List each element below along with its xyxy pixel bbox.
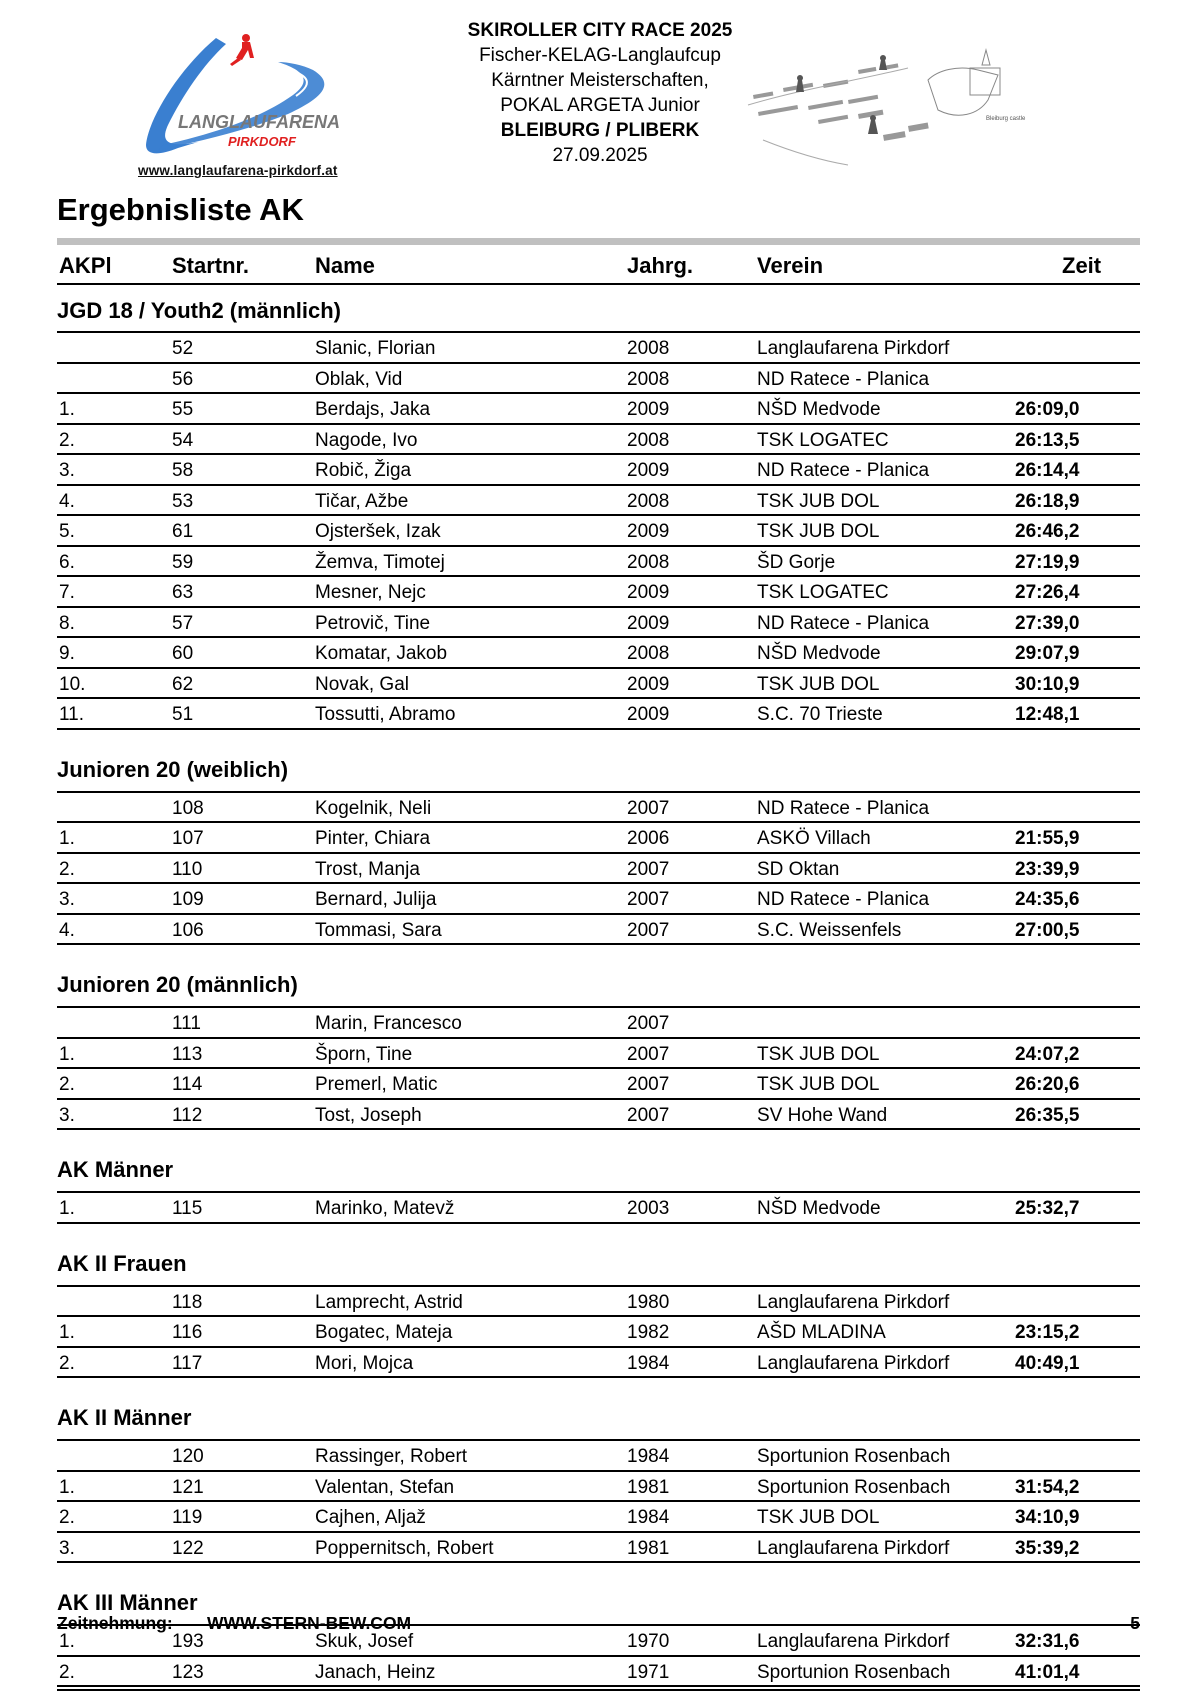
rank: 1. [59, 1198, 75, 1219]
finish-time: 26:46,2 [1015, 521, 1080, 542]
rank: 1. [59, 1322, 75, 1343]
athlete-name: Valentan, Stefan [315, 1476, 455, 1498]
finish-time: 27:00,5 [1015, 919, 1080, 941]
start-number: 123 [172, 1661, 204, 1683]
table-row [57, 1317, 1140, 1348]
club: ND Ratece - Planica [757, 612, 930, 634]
birth-year: 2009 [627, 399, 670, 420]
table-row [57, 425, 1140, 456]
birth-year: 2003 [627, 1198, 670, 1219]
finish-time: 23:15,2 [1015, 1322, 1080, 1343]
group-title: AK II Männer [57, 1392, 1140, 1441]
timing-url[interactable]: WWW.STERN-BEW.COM [207, 1613, 412, 1633]
start-number: 113 [172, 1043, 203, 1065]
birth-year: 2007 [627, 858, 670, 880]
finish-time: 32:31,6 [1015, 1631, 1080, 1652]
col-verein: Verein [757, 253, 824, 278]
table-row [57, 915, 1140, 946]
club: NŠD Medvode [757, 643, 881, 664]
finish-time: 23:39,9 [1015, 858, 1080, 880]
athlete-name: Oblak, Vid [315, 368, 403, 390]
club: ND Ratece - Planica [757, 460, 930, 481]
col-zeit: Zeit [1062, 253, 1102, 278]
table-row [57, 394, 1140, 425]
table-row [57, 608, 1140, 639]
club: TSK LOGATEC [757, 582, 889, 603]
athlete-name: Skuk, Josef [315, 1631, 414, 1652]
birth-year: 1971 [627, 1661, 670, 1683]
results-list [57, 285, 1140, 1687]
club: Langlaufarena Pirkdorf [757, 1631, 950, 1652]
birth-year: 2007 [627, 1104, 670, 1126]
rank: 11. [59, 704, 85, 725]
start-number: 118 [172, 1291, 203, 1313]
start-number: 107 [172, 828, 204, 849]
athlete-name: Tičar, Ažbe [315, 490, 409, 512]
table-row [57, 1287, 1140, 1318]
club: TSK JUB DOL [757, 521, 880, 542]
athlete-name: Berdajs, Jaka [315, 399, 431, 420]
rank: 10. [59, 673, 86, 695]
table-row [57, 455, 1140, 486]
table-row [57, 486, 1140, 517]
birth-year: 2009 [627, 612, 670, 634]
start-number: 120 [172, 1446, 204, 1467]
birth-year: 2009 [627, 704, 670, 725]
athlete-name: Ojsteršek, Izak [315, 521, 441, 542]
start-number: 53 [172, 490, 194, 512]
svg-text:LANGLAUFARENA: LANGLAUFARENA [178, 112, 340, 132]
club: ND Ratece - Planica [757, 889, 930, 910]
rank: 3. [59, 889, 75, 910]
athlete-name: Premerl, Matic [315, 1074, 438, 1095]
finish-time: 26:18,9 [1015, 490, 1080, 512]
timing-label: Zeitnehmung: [57, 1613, 173, 1633]
birth-year: 2008 [627, 429, 670, 451]
table-row [57, 1441, 1140, 1472]
start-number: 54 [172, 429, 194, 451]
rank: 4. [59, 919, 75, 941]
rank: 2. [59, 1661, 75, 1683]
birth-year: 2008 [627, 490, 670, 512]
athlete-name: Rassinger, Robert [315, 1446, 468, 1467]
birth-year: 1970 [627, 1631, 670, 1652]
group-title: AK Männer [57, 1144, 1140, 1193]
table-header [57, 250, 1140, 285]
birth-year: 2008 [627, 643, 670, 664]
rank: 1. [59, 1631, 75, 1652]
club: SD Oktan [757, 858, 840, 880]
finish-time: 40:49,1 [1015, 1352, 1080, 1374]
start-number: 110 [172, 858, 203, 880]
birth-year: 1981 [627, 1476, 670, 1498]
table-row [57, 1008, 1140, 1039]
rank: 3. [59, 1104, 75, 1126]
birth-year: 2006 [627, 828, 670, 849]
finish-time: 31:54,2 [1015, 1476, 1080, 1498]
group-spacer [57, 730, 1140, 744]
birth-year: 2009 [627, 673, 670, 695]
event-cup: Fischer-KELAG-Langlaufcup [479, 45, 721, 66]
group-title: Junioren 20 (männlich) [57, 959, 1140, 1008]
rank: 3. [59, 1537, 75, 1559]
rank: 1. [59, 1043, 75, 1065]
athlete-name: Petrovič, Tine [315, 612, 431, 634]
bleiburg-castle-illustration [738, 40, 1058, 170]
athlete-name: Novak, Gal [315, 673, 409, 695]
club: TSK JUB DOL [757, 1074, 880, 1095]
club: ASKÖ Villach [757, 828, 871, 849]
athlete-name: Robič, Žiga [315, 460, 412, 481]
club: Langlaufarena Pirkdorf [757, 1352, 950, 1374]
club: TSK JUB DOL [757, 673, 880, 695]
rank: 8. [59, 612, 75, 634]
finish-time: 24:35,6 [1015, 889, 1080, 910]
start-number: 55 [172, 399, 194, 420]
finish-time: 35:39,2 [1015, 1537, 1080, 1559]
event-location: BLEIBURG / PLIBERK [500, 120, 700, 141]
start-number: 111 [172, 1013, 201, 1034]
athlete-name: Žemva, Timotej [315, 551, 445, 573]
rank: 4. [59, 490, 75, 512]
finish-time: 34:10,9 [1015, 1507, 1080, 1528]
svg-text:PIRKDORF: PIRKDORF [228, 134, 296, 149]
club: Langlaufarena Pirkdorf [757, 1537, 950, 1559]
start-number: 112 [172, 1104, 203, 1126]
birth-year: 1981 [627, 1537, 670, 1559]
table-row [57, 793, 1140, 824]
club: S.C. 70 Trieste [757, 704, 883, 725]
athlete-name: Trost, Manja [315, 858, 420, 880]
start-number: 52 [172, 338, 194, 359]
club: Sportunion Rosenbach [757, 1476, 951, 1498]
event-name: SKIROLLER CITY RACE 2025 [467, 20, 733, 41]
rank: 2. [59, 858, 75, 880]
club: TSK JUB DOL [757, 490, 880, 512]
start-number: 117 [172, 1352, 203, 1374]
finish-time: 27:26,4 [1015, 582, 1080, 603]
athlete-name: Bogatec, Mateja [315, 1322, 453, 1343]
athlete-name: Marinko, Matevž [315, 1198, 455, 1219]
finish-time: 27:19,9 [1015, 551, 1080, 573]
club: S.C. Weissenfels [757, 919, 902, 941]
finish-time: 29:07,9 [1015, 643, 1080, 664]
event-trophy: POKAL ARGETA Junior [500, 95, 700, 116]
athlete-name: Nagode, Ivo [315, 429, 418, 451]
club: ŠD Gorje [757, 551, 836, 573]
finish-time: 26:13,5 [1015, 429, 1080, 451]
table-row [57, 547, 1140, 578]
group-title: JGD 18 / Youth2 (männlich) [57, 285, 1140, 333]
birth-year: 2007 [627, 919, 670, 941]
athlete-name: Kogelnik, Neli [315, 797, 432, 819]
table-row [57, 823, 1140, 854]
page-number: 5 [1130, 1613, 1140, 1633]
start-number: 62 [172, 673, 194, 695]
rank: 3. [59, 460, 75, 481]
birth-year: 2008 [627, 338, 670, 359]
start-number: 59 [172, 551, 194, 573]
group-spacer [57, 1224, 1140, 1238]
athlete-name: Tost, Joseph [315, 1104, 422, 1126]
club: TSK LOGATEC [757, 429, 889, 451]
logo-url[interactable]: www.langlaufarena-pirkdorf.at [138, 163, 338, 178]
rank: 7. [59, 582, 75, 603]
athlete-name: Cajhen, Aljaž [315, 1507, 426, 1528]
birth-year: 2009 [627, 582, 670, 603]
group-spacer [57, 945, 1140, 959]
birth-year: 2007 [627, 797, 670, 819]
title-divider [57, 238, 1140, 245]
athlete-name: Poppernitsch, Robert [315, 1537, 494, 1559]
table-row [57, 1069, 1140, 1100]
start-number: 51 [172, 704, 194, 725]
start-number: 121 [172, 1476, 204, 1498]
table-row [57, 1039, 1140, 1070]
finish-time: 26:09,0 [1015, 399, 1080, 420]
table-row [57, 1657, 1140, 1688]
page-header [0, 0, 1190, 190]
athlete-name: Komatar, Jakob [315, 643, 448, 664]
table-row [57, 577, 1140, 608]
col-name: Name [315, 253, 375, 278]
athlete-name: Marin, Francesco [315, 1013, 462, 1034]
birth-year: 1984 [627, 1446, 670, 1467]
svg-text:Bleiburg castle: Bleiburg castle [986, 116, 1026, 122]
table-row [57, 1502, 1140, 1533]
col-startnr: Startnr. [172, 253, 250, 278]
birth-year: 1982 [627, 1322, 670, 1343]
rank: 2. [59, 429, 75, 451]
club: ND Ratece - Planica [757, 797, 930, 819]
start-number: 61 [172, 521, 194, 542]
start-number: 193 [172, 1631, 204, 1652]
athlete-name: Lamprecht, Astrid [315, 1291, 463, 1313]
rank: 9. [59, 643, 75, 664]
start-number: 106 [172, 919, 204, 941]
rank: 1. [59, 828, 75, 849]
rank: 6. [59, 551, 75, 573]
table-row [57, 516, 1140, 547]
club: Langlaufarena Pirkdorf [757, 338, 950, 359]
rank: 1. [59, 399, 75, 420]
birth-year: 1984 [627, 1352, 670, 1374]
start-number: 119 [172, 1507, 203, 1528]
finish-time: 26:20,6 [1015, 1074, 1080, 1095]
col-akpl: AKPl [59, 253, 112, 278]
finish-time: 24:07,2 [1015, 1043, 1080, 1065]
finish-time: 30:10,9 [1015, 673, 1080, 695]
birth-year: 2007 [627, 1043, 670, 1065]
birth-year: 2009 [627, 460, 670, 481]
group-title: AK II Frauen [57, 1238, 1140, 1287]
table-row [57, 1193, 1140, 1224]
birth-year: 1980 [627, 1291, 670, 1313]
athlete-name: Mori, Mojca [315, 1352, 414, 1374]
start-number: 114 [172, 1074, 203, 1095]
table-row [57, 854, 1140, 885]
col-jahrg: Jahrg. [627, 253, 694, 278]
start-number: 122 [172, 1537, 204, 1559]
birth-year: 2009 [627, 521, 670, 542]
athlete-name: Mesner, Nejc [315, 582, 426, 603]
rank: 2. [59, 1507, 75, 1528]
table-row [57, 699, 1140, 730]
start-number: 63 [172, 582, 194, 603]
club: TSK JUB DOL [757, 1507, 880, 1528]
athlete-name: Slanic, Florian [315, 338, 436, 359]
finish-time: 25:32,7 [1015, 1198, 1080, 1219]
start-number: 57 [172, 612, 194, 634]
table-row [57, 884, 1140, 915]
group-spacer [57, 1378, 1140, 1392]
table-row [57, 1348, 1140, 1379]
start-number: 58 [172, 460, 194, 481]
start-number: 108 [172, 797, 204, 819]
club: Sportunion Rosenbach [757, 1446, 951, 1467]
finish-time: 21:55,9 [1015, 828, 1080, 849]
finish-time: 27:39,0 [1015, 612, 1080, 634]
table-row [57, 1533, 1140, 1564]
club: NŠD Medvode [757, 1198, 881, 1219]
athlete-name: Šporn, Tine [315, 1043, 413, 1065]
club: ND Ratece - Planica [757, 368, 930, 390]
start-number: 109 [172, 889, 204, 910]
table-row [57, 638, 1140, 669]
rank: 5. [59, 521, 75, 542]
athlete-name: Tommasi, Sara [315, 919, 442, 941]
start-number: 60 [172, 643, 194, 664]
athlete-name: Pinter, Chiara [315, 828, 431, 849]
group-spacer [57, 1563, 1140, 1577]
start-number: 115 [172, 1198, 203, 1219]
birth-year: 2008 [627, 551, 670, 573]
club: Sportunion Rosenbach [757, 1661, 951, 1683]
group-title: Junioren 20 (weiblich) [57, 744, 1140, 793]
rank: 2. [59, 1352, 75, 1374]
group-title: AK III Männer [57, 1577, 1140, 1626]
finish-time: 12:48,1 [1015, 704, 1080, 725]
start-number: 116 [172, 1322, 203, 1343]
table-row [57, 669, 1140, 700]
birth-year: 2007 [627, 1074, 670, 1095]
club: Langlaufarena Pirkdorf [757, 1291, 950, 1313]
start-number: 56 [172, 368, 194, 390]
athlete-name: Tossutti, Abramo [315, 704, 456, 725]
club: NŠD Medvode [757, 399, 881, 420]
athlete-name: Bernard, Julija [315, 889, 437, 910]
event-championship: Kärntner Meisterschaften, [491, 70, 709, 91]
birth-year: 1984 [627, 1507, 670, 1528]
page-title: Ergebnisliste AK [57, 192, 304, 227]
club: SV Hohe Wand [757, 1104, 888, 1126]
rank: 2. [59, 1074, 75, 1095]
athlete-name: Janach, Heinz [315, 1661, 436, 1683]
table-row [57, 364, 1140, 395]
birth-year: 2008 [627, 368, 670, 390]
finish-time: 26:14,4 [1015, 460, 1080, 481]
birth-year: 2007 [627, 889, 670, 910]
finish-time: 41:01,4 [1015, 1661, 1080, 1683]
club: TSK JUB DOL [757, 1043, 880, 1065]
table-row [57, 333, 1140, 364]
table-row [57, 1100, 1140, 1131]
birth-year: 2007 [627, 1013, 670, 1034]
langlaufarena-logo [138, 30, 378, 180]
club: AŠD MLADINA [757, 1322, 886, 1343]
group-spacer [57, 1130, 1140, 1144]
table-row [57, 1472, 1140, 1503]
rank: 1. [59, 1476, 75, 1498]
finish-time: 26:35,5 [1015, 1104, 1080, 1126]
event-date: 27.09.2025 [552, 145, 648, 166]
